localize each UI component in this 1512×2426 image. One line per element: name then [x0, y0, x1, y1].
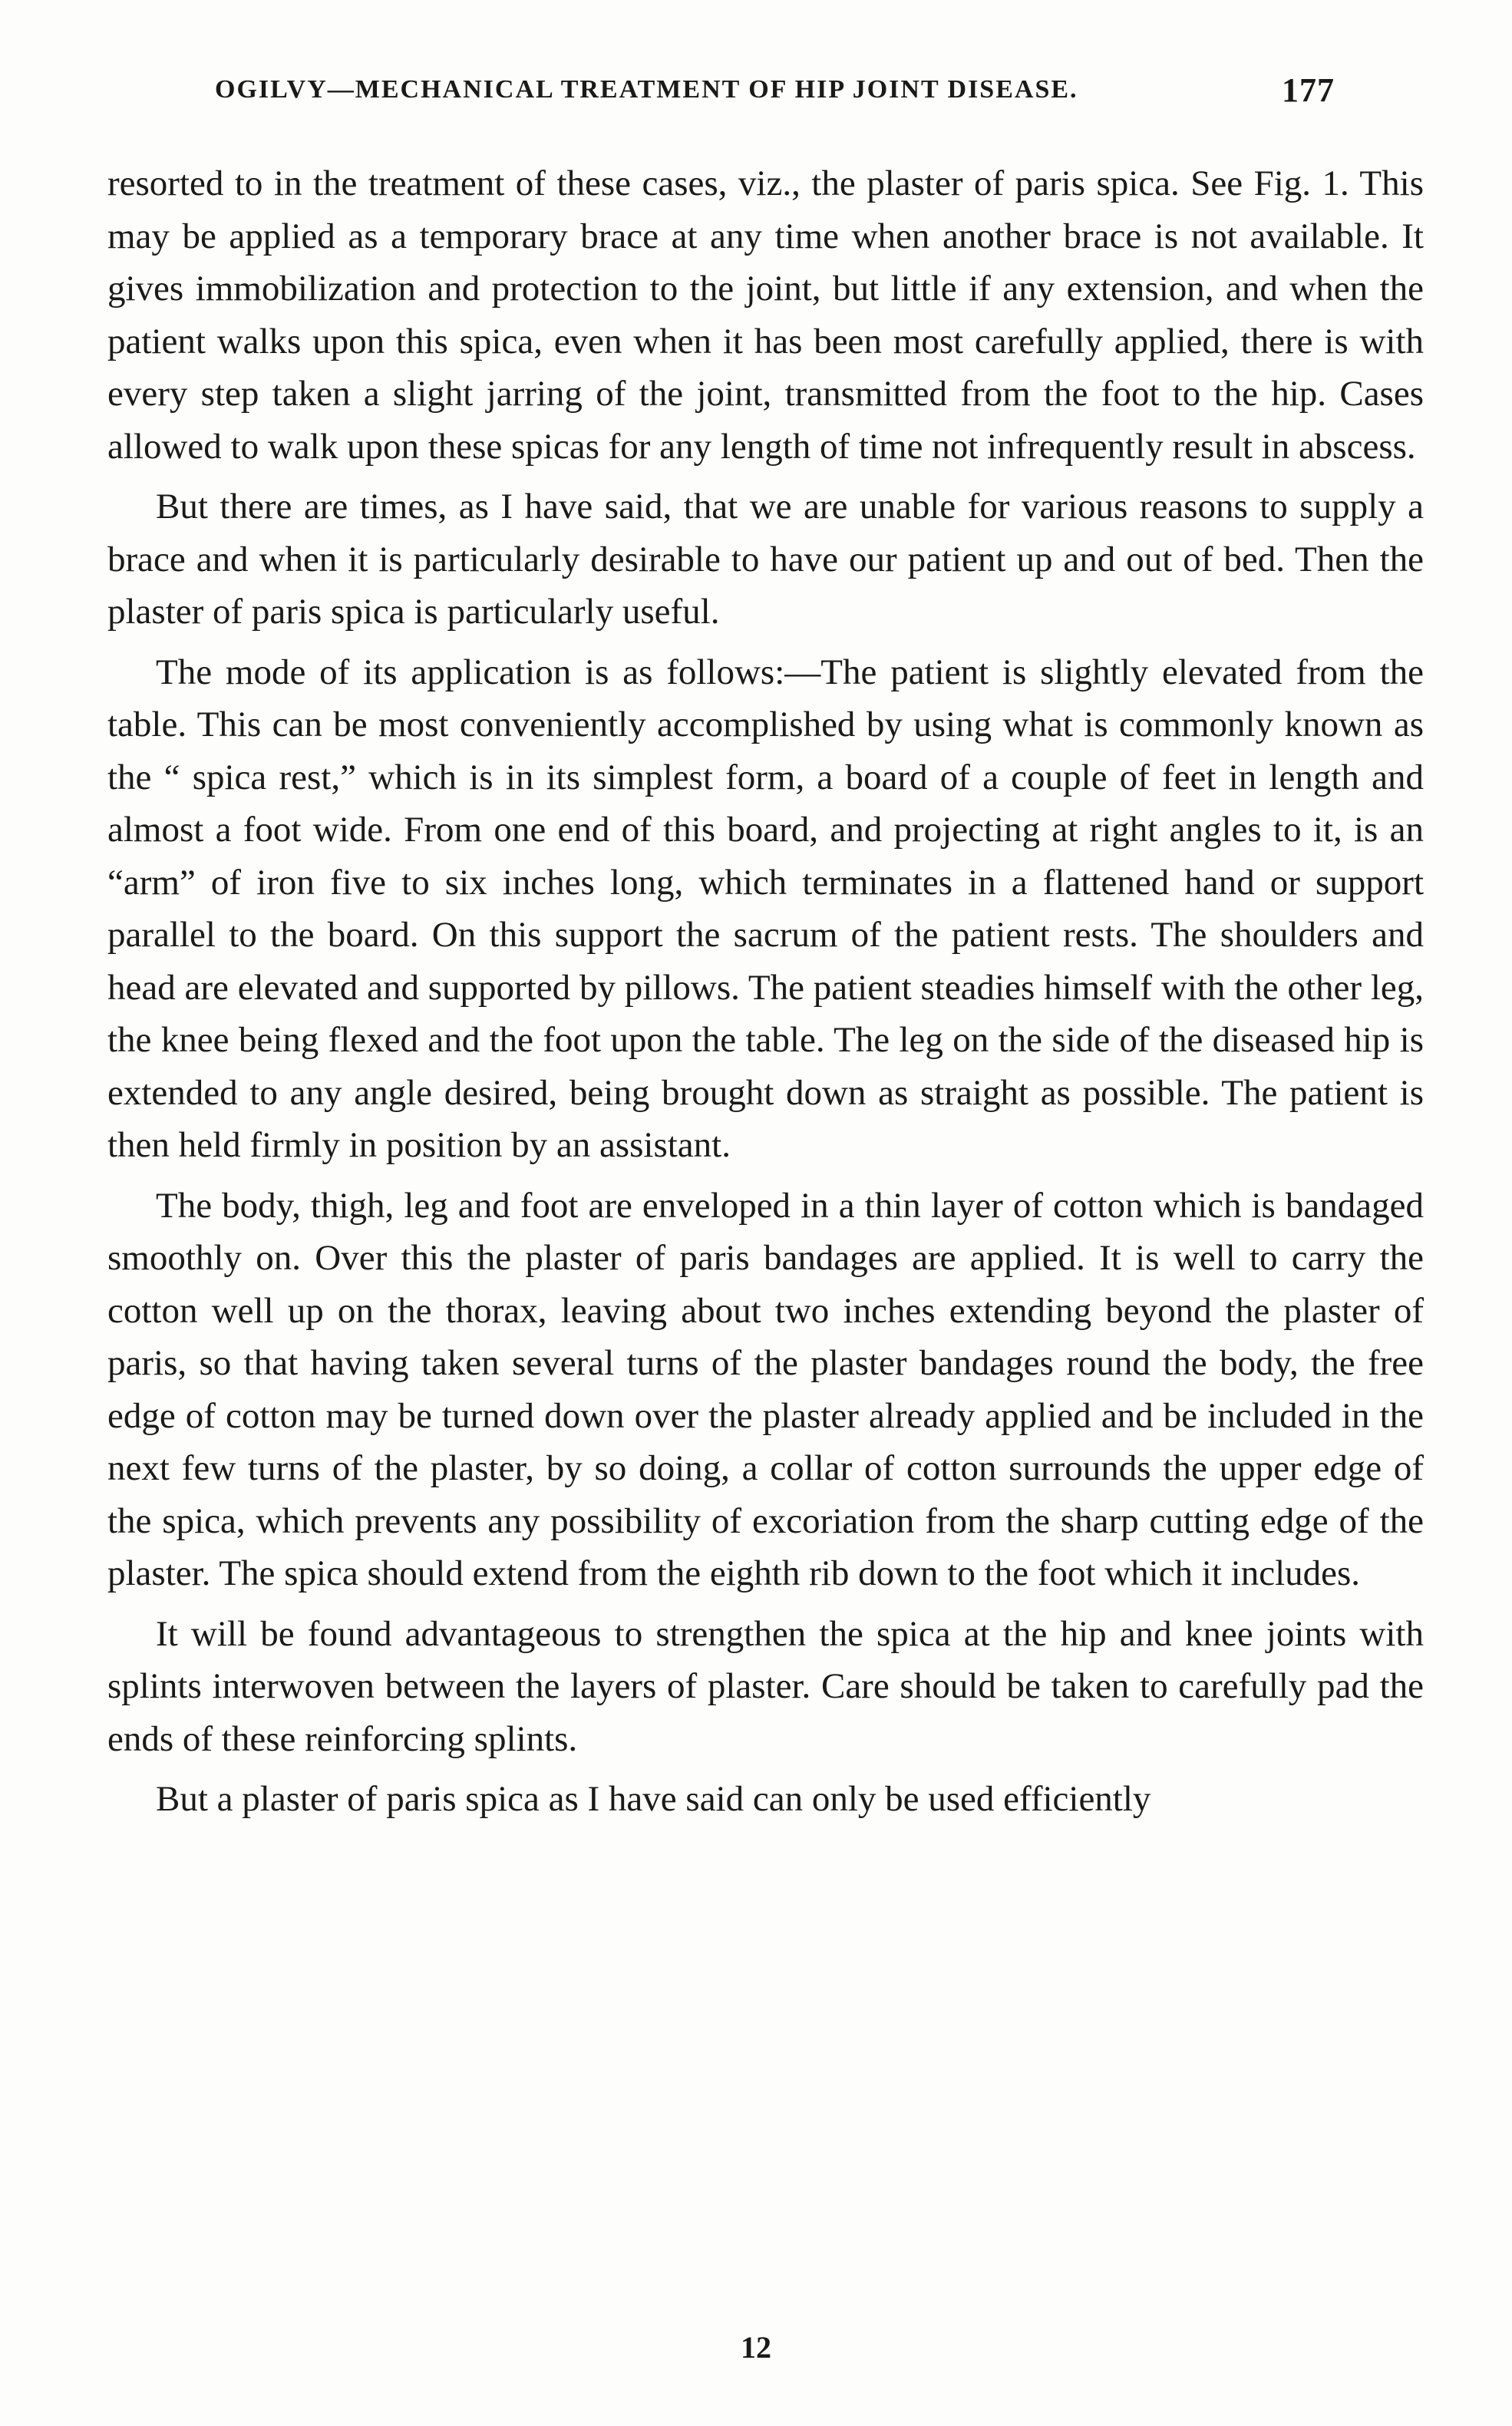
paragraph-continued: resorted to in the treatment of these cases, viz., the plaster of paris spica. See Fig. 1. This may be applied as a temporary brace at any time when another brace is not available. It gives immobilization and protection to the joint, but little if any extension, and when the patient walks upon this spica, even when it has been most carefully applied, there is with every step taken a slight jarring of the joint, transmitted from the foot to the hip. Cases allowed to walk upon these spicas for any length of time not infrequently result in abscess. — [107, 163, 1424, 467]
paragraph: It will be found advantageous to strengthen the spica at the hip and knee joints with splints interwoven between the layers of plaster. Care should be taken to carefully pad the ends of these reinforcing splints. — [107, 1613, 1424, 1759]
running-title: OGILVY—MECHANICAL TREATMENT OF HIP JOINT DISEASE. — [215, 75, 1078, 104]
paragraph: The body, thigh, leg and foot are enveloped in a thin layer of cotton which is bandaged smoothly on. Over this the plaster of paris bandages are applied. It is well to carry the cotton well up on the thorax, leaving about two inches extending beyond the plaster of paris, so that having taken several turns of the plaster bandages round the body, the free edge of cotton may be turned down over the plaster already applied and be included in the next few turns of the plaster, by so doing, a collar of cotton surrounds the upper edge of the spica, which prevents any possibility of excoriation from the sharp cutting edge of the plaster. The spica should extend from the eighth rib down to the foot which it includes. — [107, 1185, 1424, 1593]
running-head — [215, 71, 1443, 109]
article-body — [107, 157, 1424, 1834]
signature-mark: 12 — [741, 2330, 771, 2365]
paragraph: The mode of its application is as follows:—The patient is slightly elevated from the table. This can be most conveniently accomplished by using what is commonly known as the “ spica rest,” which is in its simplest form, a board of a couple of feet in length and almost a foot wide. From one end of this board, and projecting at right angles to it, is an “arm” of iron five to six inches long, which terminates in a flattened hand or support parallel to the board. On this support the sacrum of the patient rests. The shoulders and head are elevated and supported by pillows. The patient steadies himself with the other leg, the knee being flexed and the foot upon the table. The leg on the side of the diseased hip is extended to any angle desired, being brought down as straight as possible. The patient is then held firmly in position by an assistant. — [107, 652, 1424, 1165]
page-number: 177 — [1282, 71, 1335, 109]
paragraph: But a plaster of paris spica as I have said can only be used efficiently — [156, 1779, 1151, 1819]
paragraph: But there are times, as I have said, that we are unable for various reasons to supply a brace and when it is particularly desirable to have our patient up and out of bed. Then the plaster of paris spica is particularly useful. — [107, 487, 1424, 632]
